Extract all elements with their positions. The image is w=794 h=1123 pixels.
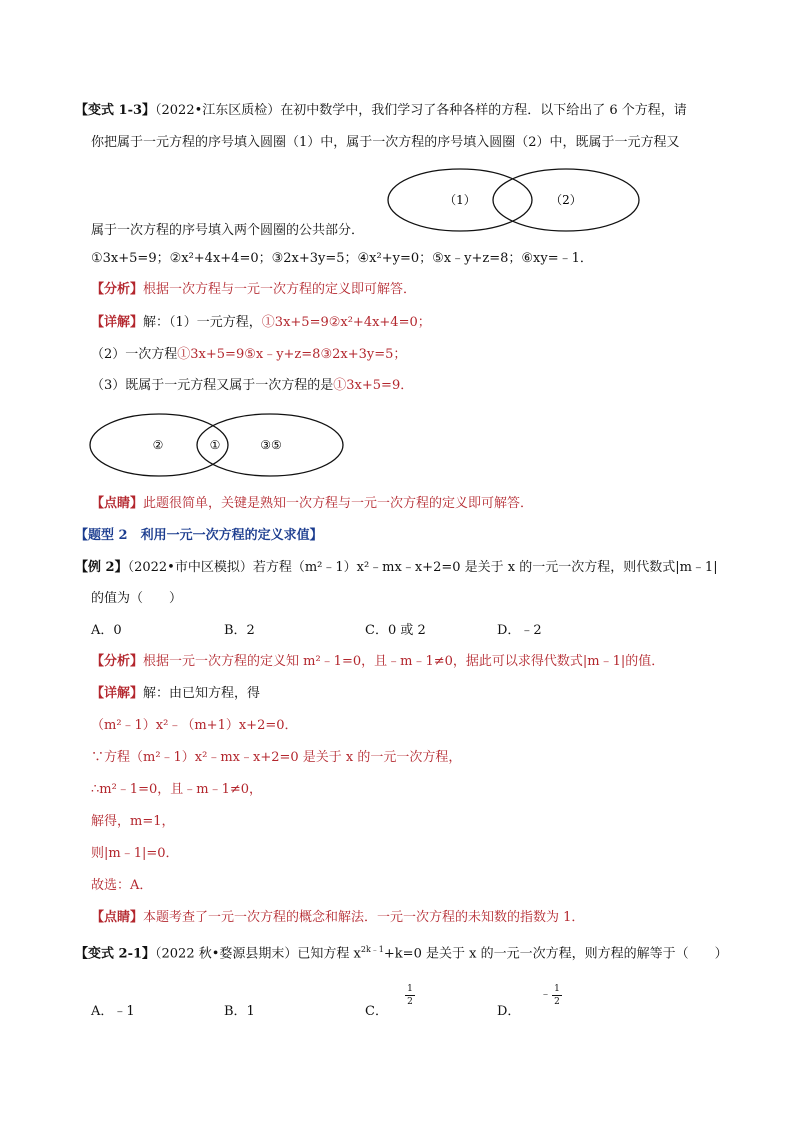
problem-b21-label: 【变式 2-1】: [75, 946, 156, 962]
example2-step2: ∵方程（m²﹣1）x²﹣mx﹣x+2=0 是关于 x 的一元一次方程，: [91, 750, 462, 765]
problem-b21-option-c: C．: [365, 1004, 388, 1019]
fraction-d-numerator: 1: [554, 984, 560, 994]
example2-comment: 【点睛】本题考查了一元一次方程的概念和解法．一元一次方程的未知数的指数为 1．: [91, 910, 585, 925]
detail-tag: 【详解】: [91, 686, 144, 701]
example2-option-c: C．0 或 2: [365, 623, 426, 638]
example2-step4: 解得，m=1，: [91, 814, 175, 829]
problem-b21-line1: 【变式 2-1】（2022 秋•婺源县期末）已知方程 $x^{2k﹣1}+k=0$ 是关于 x 的一元一次方程，则方程的解等于（ ）: [75, 945, 728, 962]
example2-step6: 故选：A．: [91, 878, 153, 893]
fraction-d: [552, 984, 562, 1007]
problem-b13-line3: 属于一次方程的序号填入两个圆圈的公共部分．: [91, 223, 365, 238]
problem-b13-detail-line2: （2）一次方程①3x+5=9⑤x﹣y+z=8③2x+3y=5；: [91, 347, 407, 362]
example2-label: 【例 2】: [75, 560, 128, 575]
example2-line1: 【例 2】（2022•市中区模拟）若方程（m²﹣1）x²﹣mx﹣x+2=0 是关于 x 的一元一次方程，则代数式|m﹣1|: [75, 560, 718, 575]
problem-b13-label: 【变式 1-3】: [75, 103, 156, 118]
example2-option-d: D．﹣2: [497, 623, 542, 638]
example2-step3: ∴m²﹣1=0，且﹣m﹣1≠0，: [91, 782, 263, 797]
example2-analysis: 【分析】根据一元一次方程的定义知 m²﹣1=0，且﹣m﹣1≠0，据此可以求得代数式|m﹣1|的值．: [91, 654, 665, 669]
example2-detail: 【详解】解：由已知方程，得: [91, 686, 261, 701]
section-2-title: 【题型 2 利用一元一次方程的定义求值】: [75, 528, 323, 543]
fraction-c: [405, 984, 415, 1007]
example2-step5: 则|m﹣1|=0．: [91, 846, 179, 861]
problem-b21-exponent: 2k﹣1: [360, 945, 384, 954]
example2-option-b: B．2: [224, 623, 255, 638]
venn2-label-left: ②: [152, 438, 164, 452]
comment-tag: 【点睛】: [91, 910, 144, 925]
analysis-tag: 【分析】: [91, 654, 144, 669]
venn2-label-middle: ①: [209, 438, 221, 452]
venn-label-right: （2）: [550, 193, 582, 207]
fraction-c-numerator: 1: [407, 984, 413, 994]
problem-b13-detail-line3: （3）既属于一元方程又属于一次方程的是①3x+5=9．: [91, 378, 414, 393]
problem-b21-option-b: B．1: [224, 1004, 255, 1019]
example2-line2: 的值为（ ）: [91, 591, 183, 606]
analysis-tag: 【分析】: [91, 282, 144, 297]
venn2-label-right: ③⑤: [260, 438, 282, 452]
detail-tag: 【详解】: [91, 315, 144, 330]
problem-b21-option-d: D．: [497, 1004, 521, 1019]
problem-b13-line2: 你把属于一元方程的序号填入圆圈（1）中，属于一次方程的序号填入圆圈（2）中，既属于一元方程又: [91, 135, 680, 150]
problem-b13-equations: ①3x+5=9；②x²+4x+4=0；③2x+3y=5；④x²+y=0；⑤x﹣y+z=8；⑥xy=﹣1．: [91, 251, 593, 266]
problem-b13-detail-line1: 【详解】解：（1）一元方程，①3x+5=9②x²+4x+4=0；: [91, 315, 431, 330]
venn-label-left: （1）: [444, 193, 476, 207]
venn-diagram-1: [385, 166, 645, 234]
fraction-c-denominator: 2: [407, 997, 413, 1007]
comment-tag: 【点睛】: [91, 496, 144, 511]
venn-diagram-2: [88, 410, 346, 480]
example2-option-a: A．0: [91, 623, 122, 638]
fraction-d-denominator: 2: [554, 997, 560, 1007]
problem-b13-analysis: 【分析】根据一次方程与一元一次方程的定义即可解答．: [91, 282, 417, 297]
problem-b21-option-a: A．﹣1: [91, 1004, 135, 1019]
fraction-d-sign: ﹣: [540, 987, 551, 1000]
problem-b13-comment: 【点睛】此题很简单，关键是熟知一次方程与一元一次方程的定义即可解答．: [91, 496, 534, 511]
problem-b13-line1: 【变式 1-3】（2022•江东区质检）在初中数学中，我们学习了各种各样的方程．以下给出了 6 个方程，请: [75, 103, 687, 118]
example2-step1: （m²﹣1）x²﹣（m+1）x+2=0．: [91, 718, 298, 733]
